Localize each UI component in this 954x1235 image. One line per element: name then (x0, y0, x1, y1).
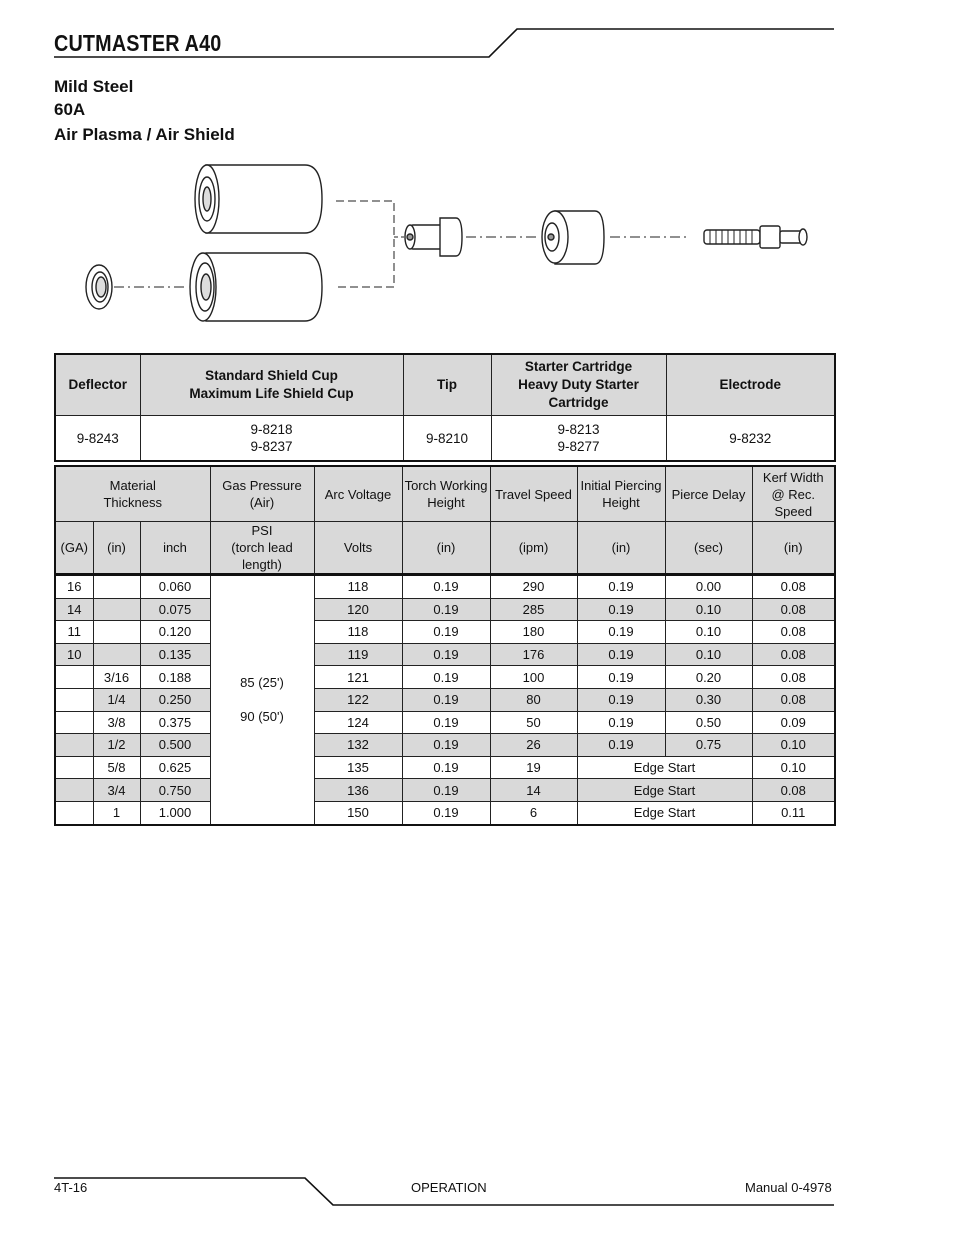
delay-cell: 0.10 (665, 598, 752, 621)
table-row (55, 575, 835, 599)
speed-cell: 100 (490, 666, 577, 689)
speed-cell: 6 (490, 801, 577, 824)
iph-cell: 0.19 (577, 643, 665, 666)
parts-values-row (55, 416, 835, 462)
kerf-cell: 0.10 (752, 756, 835, 779)
ga-cell: 10 (55, 643, 93, 666)
volts-cell: 150 (314, 801, 402, 824)
table-row (55, 801, 835, 824)
delay-cell: 0.50 (665, 711, 752, 734)
delay-cell: 0.20 (665, 666, 752, 689)
volts-cell: 118 (314, 621, 402, 644)
cut-units-row (55, 522, 835, 575)
starter-parts: 9-8213 9-8277 (491, 416, 666, 462)
fraction-cell (93, 621, 140, 644)
inch-unit: inch (140, 522, 210, 575)
parts-table (54, 353, 836, 462)
kerf-cell: 0.08 (752, 779, 835, 802)
deflector-header: Deflector (55, 354, 140, 416)
gas-label: Air Plasma / Air Shield (54, 125, 235, 144)
edge-start-cell: Edge Start (577, 756, 752, 779)
travel-speed-header: Travel Speed (490, 466, 577, 522)
inch-cell: 0.500 (140, 734, 210, 757)
twh-cell: 0.19 (402, 734, 490, 757)
twh-cell: 0.19 (402, 779, 490, 802)
ga-cell: 14 (55, 598, 93, 621)
table-row (55, 779, 835, 802)
max-life-shield-cup-drawing (190, 253, 322, 321)
material-thickness-header: Material Thickness (55, 466, 210, 522)
volts-cell: 136 (314, 779, 402, 802)
section-name: OPERATION (411, 1180, 487, 1195)
kerf-cell: 0.10 (752, 734, 835, 757)
shield-cup-header: Standard Shield Cup Maximum Life Shield Cup (140, 354, 403, 416)
tip-part: 9-8210 (403, 416, 491, 462)
in-unit: (in) (93, 522, 140, 575)
fraction-cell: 1 (93, 801, 140, 824)
inch-cell: 0.750 (140, 779, 210, 802)
ga-cell (55, 734, 93, 757)
speed-cell: 50 (490, 711, 577, 734)
delay-cell: 0.75 (665, 734, 752, 757)
iph-unit: (in) (577, 522, 665, 575)
table-row (55, 756, 835, 779)
ga-cell (55, 688, 93, 711)
ga-cell: 11 (55, 621, 93, 644)
parts-header-row (55, 354, 835, 416)
inch-cell: 0.060 (140, 575, 210, 599)
speed-cell: 285 (490, 598, 577, 621)
fraction-cell: 3/16 (93, 666, 140, 689)
ga-cell (55, 779, 93, 802)
ga-cell (55, 801, 93, 824)
speed-cell: 80 (490, 688, 577, 711)
manual-number: Manual 0-4978 (745, 1180, 832, 1195)
volts-cell: 132 (314, 734, 402, 757)
twh-cell: 0.19 (402, 756, 490, 779)
table-row (55, 666, 835, 689)
ga-cell (55, 756, 93, 779)
speed-cell: 26 (490, 734, 577, 757)
starter-header: Starter Cartridge Heavy Duty Starter Cartridge (491, 354, 666, 416)
ga-unit: (GA) (55, 522, 93, 575)
gas-pressure-header: Gas Pressure (Air) (210, 466, 314, 522)
psi-unit: PSI (torch lead length) (210, 522, 314, 575)
twh-cell: 0.19 (402, 801, 490, 824)
material-label: Mild Steel (54, 77, 134, 96)
twh-cell: 0.19 (402, 575, 490, 599)
volts-cell: 124 (314, 711, 402, 734)
kerf-cell: 0.08 (752, 688, 835, 711)
kerf-cell: 0.08 (752, 643, 835, 666)
twh-unit: (in) (402, 522, 490, 575)
table-row (55, 621, 835, 644)
delay-cell: 0.10 (665, 643, 752, 666)
header-rule (0, 0, 954, 70)
volts-unit: Volts (314, 522, 402, 575)
delay-cell: 0.10 (665, 621, 752, 644)
delay-cell: 0.30 (665, 688, 752, 711)
starter-cartridge-drawing (542, 211, 604, 264)
fraction-cell: 1/4 (93, 688, 140, 711)
electrode-part: 9-8232 (666, 416, 835, 462)
kerf-cell: 0.08 (752, 598, 835, 621)
inch-cell: 0.375 (140, 711, 210, 734)
deflector-part: 9-8243 (55, 416, 140, 462)
edge-start-cell: Edge Start (577, 779, 752, 802)
inch-cell: 1.000 (140, 801, 210, 824)
table-row (55, 598, 835, 621)
table-row (55, 688, 835, 711)
pierce-delay-header: Pierce Delay (665, 466, 752, 522)
table-row (55, 734, 835, 757)
arc-voltage-header: Arc Voltage (314, 466, 402, 522)
inch-cell: 0.135 (140, 643, 210, 666)
twh-cell: 0.19 (402, 711, 490, 734)
table-row (55, 643, 835, 666)
fraction-cell (93, 598, 140, 621)
tip-drawing (405, 218, 462, 256)
inch-cell: 0.120 (140, 621, 210, 644)
twh-cell: 0.19 (402, 666, 490, 689)
iph-cell: 0.19 (577, 711, 665, 734)
fraction-cell: 5/8 (93, 756, 140, 779)
iph-cell: 0.19 (577, 734, 665, 757)
shield-cup-drawing (195, 165, 322, 233)
volts-cell: 118 (314, 575, 402, 599)
inch-cell: 0.250 (140, 688, 210, 711)
ga-cell (55, 711, 93, 734)
volts-cell: 121 (314, 666, 402, 689)
volts-cell: 119 (314, 643, 402, 666)
iph-cell: 0.19 (577, 575, 665, 599)
table-row (55, 711, 835, 734)
document-title: CUTMASTER A40 (54, 30, 222, 56)
tip-header: Tip (403, 354, 491, 416)
fraction-cell: 3/4 (93, 779, 140, 802)
inch-cell: 0.625 (140, 756, 210, 779)
electrode-drawing (704, 226, 807, 248)
kerf-cell: 0.11 (752, 801, 835, 824)
speed-cell: 176 (490, 643, 577, 666)
initial-piercing-height-header: Initial Piercing Height (577, 466, 665, 522)
speed-cell: 180 (490, 621, 577, 644)
page-number: 4T-16 (54, 1180, 88, 1195)
iph-cell: 0.19 (577, 666, 665, 689)
edge-start-cell: Edge Start (577, 801, 752, 824)
sec-unit: (sec) (665, 522, 752, 575)
inch-cell: 0.075 (140, 598, 210, 621)
kerf-width-header: Kerf Width @ Rec. Speed (752, 466, 835, 522)
fraction-cell (93, 575, 140, 599)
twh-cell: 0.19 (402, 643, 490, 666)
cut-chart-table (54, 465, 836, 826)
kerf-cell: 0.09 (752, 711, 835, 734)
twh-cell: 0.19 (402, 598, 490, 621)
gas-pressure-cell: 85 (25') 90 (50') (210, 575, 314, 825)
volts-cell: 122 (314, 688, 402, 711)
kerf-cell: 0.08 (752, 666, 835, 689)
kerf-cell: 0.08 (752, 575, 835, 599)
torch-working-height-header: Torch Working Height (402, 466, 490, 522)
ipm-unit: (ipm) (490, 522, 577, 575)
shield-cup-parts: 9-8218 9-8237 (140, 416, 403, 462)
kerf-unit: (in) (752, 522, 835, 575)
volts-cell: 135 (314, 756, 402, 779)
speed-cell: 14 (490, 779, 577, 802)
fraction-cell: 1/2 (93, 734, 140, 757)
amperage-label: 60A (54, 100, 86, 119)
ga-cell (55, 666, 93, 689)
fraction-cell: 3/8 (93, 711, 140, 734)
twh-cell: 0.19 (402, 621, 490, 644)
iph-cell: 0.19 (577, 688, 665, 711)
iph-cell: 0.19 (577, 598, 665, 621)
cut-header-row (55, 466, 835, 522)
speed-cell: 290 (490, 575, 577, 599)
kerf-cell: 0.08 (752, 621, 835, 644)
delay-cell: 0.00 (665, 575, 752, 599)
volts-cell: 120 (314, 598, 402, 621)
electrode-header: Electrode (666, 354, 835, 416)
twh-cell: 0.19 (402, 688, 490, 711)
iph-cell: 0.19 (577, 621, 665, 644)
inch-cell: 0.188 (140, 666, 210, 689)
speed-cell: 19 (490, 756, 577, 779)
ga-cell: 16 (55, 575, 93, 599)
deflector-drawing (86, 265, 112, 309)
fraction-cell (93, 643, 140, 666)
consumables-illustration (0, 160, 954, 340)
